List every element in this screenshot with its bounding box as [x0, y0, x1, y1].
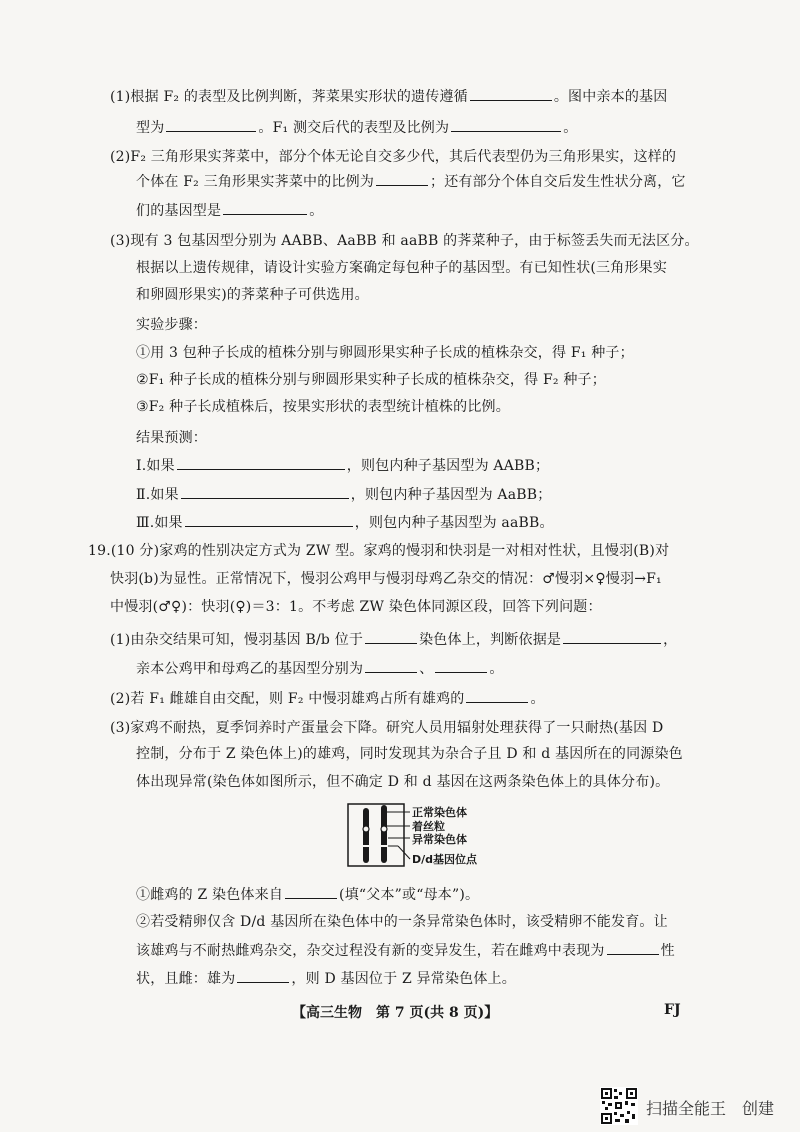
- q19-part2: (2)若 F₁ 雌雄自由交配，则 F₂ 中慢羽雄鸡占所有雄鸡的 。: [110, 688, 545, 709]
- answer-blank[interactable]: [223, 200, 307, 215]
- centromere-abnormal: [381, 826, 387, 832]
- q18-part1-line2: 型为 。F₁ 测交后代的表型及比例为 。: [136, 117, 577, 138]
- q18-part2-line3: 们的基因型是 。: [136, 200, 323, 221]
- answer-blank[interactable]: [181, 484, 349, 499]
- q19-sub2-line2: 该雄鸡与不耐热雌鸡杂交，杂交过程没有新的变异发生，若在雌鸡中表现为 性: [136, 940, 675, 961]
- q19-part1-line2: 亲本公鸡甲和母鸡乙的基因型分别为 、 。: [136, 658, 504, 679]
- q19-stem-line1: 19.(10 分)家鸡的性别决定方式为 ZW 型。家鸡的慢羽和快羽是一对相对性状，且慢羽(B)对: [88, 543, 670, 559]
- qr-code-svg: [600, 1087, 638, 1125]
- label-centromere: 着丝粒: [412, 820, 445, 833]
- step-3: ③F₂ 种子长成植株后，按果实形状的表型统计植株的比例。: [136, 399, 510, 415]
- answer-blank[interactable]: [285, 884, 337, 899]
- result-1: Ⅰ.如果 ，则包内种子基因型为 AABB；: [136, 455, 549, 476]
- q18-part1-line1: (1)根据 F₂ 的表型及比例判断，荠菜果实形状的遗传遵循 。图中亲本的基因: [110, 86, 667, 107]
- scanner-watermark: 扫描全能王 创建: [646, 1099, 775, 1118]
- answer-blank[interactable]: [607, 940, 659, 955]
- result-3: Ⅲ.如果 ，则包内种子基因型为 aaBB。: [136, 512, 554, 533]
- answer-blank[interactable]: [376, 171, 428, 186]
- result-2: Ⅱ.如果 ，则包内种子基因型为 AaBB；: [136, 484, 551, 505]
- q19-sub2-line3: 状，且雌：雄为 ，则 D 基因位于 Z 异常染色体上。: [136, 968, 516, 989]
- q19-stem-line2: 快羽(b)为显性。正常情况下，慢羽公鸡甲与慢羽母鸡乙杂交的情况：♂慢羽×♀慢羽→F₁: [110, 571, 662, 587]
- q18-part3-line3: 和卵圆形果实)的荠菜种子可供选用。: [136, 287, 369, 303]
- q19-part1-line1: (1)由杂交结果可知，慢羽基因 B/b 位于 染色体上，判断依据是 ，: [110, 629, 677, 650]
- answer-blank[interactable]: [466, 688, 528, 703]
- page-footer-code: FJ: [664, 1002, 681, 1018]
- answer-blank[interactable]: [166, 117, 256, 132]
- label-normal-chromosome: 正常染色体: [412, 806, 467, 819]
- answer-blank[interactable]: [365, 629, 417, 644]
- answer-blank[interactable]: [435, 658, 487, 673]
- q18-part2-line1: (2)F₂ 三角形果实荠菜中，部分个体无论自交多少代，其后代表型仍为三角形果实，这样的: [110, 149, 677, 165]
- chromosome-diagram-svg: [346, 802, 526, 870]
- qr-code-icon: [600, 1087, 638, 1125]
- q19-part3-line2: 控制，分布于 Z 染色体上)的雄鸡，同时发现其为杂合子且 D 和 d 基因所在的同源染色: [136, 746, 683, 762]
- q19-part3-line1: (3)家鸡不耐热，夏季饲养时产蛋量会下降。研究人员用辐射处理获得了一只耐热(基因 D: [110, 720, 664, 736]
- steps-title: 实验步骤：: [136, 317, 207, 333]
- q19-part3-line3: 体出现异常(染色体如图所示，但不确定 D 和 d 基因在这两条染色体上的具体分布)。: [136, 774, 670, 790]
- label-gene-locus: D/d基因位点: [412, 853, 478, 866]
- q19-stem-line3: 中慢羽(♂♀)：快羽(♀)＝3：1。不考虑 ZW 染色体同源区段，回答下列问题：: [110, 599, 602, 615]
- q18-part3-line2: 根据以上遗传规律，请设计实验方案确定每包种子的基因型。有已知性状(三角形果实: [136, 260, 668, 276]
- answer-blank[interactable]: [237, 968, 289, 983]
- step-2: ②F₁ 种子长成的植株分别与卵圆形果实种子长成的植株杂交，得 F₂ 种子；: [136, 372, 606, 388]
- q18-part3-line1: (3)现有 3 包基因型分别为 AABB、AaBB 和 aaBB 的荠菜种子，由于标签丢失而无法区分。: [110, 233, 699, 249]
- step-1: ①用 3 包种子长成的植株分别与卵圆形果实种子长成的植株杂交，得 F₁ 种子；: [136, 345, 634, 361]
- diagram-frame: [348, 804, 404, 866]
- answer-blank[interactable]: [451, 117, 561, 132]
- answer-blank[interactable]: [177, 455, 345, 470]
- answer-blank[interactable]: [563, 629, 661, 644]
- label-abnormal-chromosome: 异常染色体: [412, 833, 467, 846]
- page-footer-title: 【高三生物 第 7 页(共 8 页)】: [292, 1005, 499, 1021]
- q19-sub2-line1: ②若受精卵仅含 D/d 基因所在染色体中的一条异常染色体时，该受精卵不能发育。让: [136, 914, 668, 930]
- centromere-normal: [363, 826, 369, 832]
- q19-sub1: ①雌鸡的 Z 染色体来自 (填“父本”或“母本”)。: [136, 884, 479, 905]
- q18-part2-line2: 个体在 F₂ 三角形果实荠菜中的比例为 ；还有部分个体自交后发生性状分离，它: [136, 171, 686, 192]
- answer-blank[interactable]: [185, 512, 353, 527]
- chromosome-diagram: [346, 802, 526, 870]
- result-title: 结果预测：: [136, 430, 207, 446]
- answer-blank[interactable]: [365, 658, 417, 673]
- answer-blank[interactable]: [470, 86, 552, 101]
